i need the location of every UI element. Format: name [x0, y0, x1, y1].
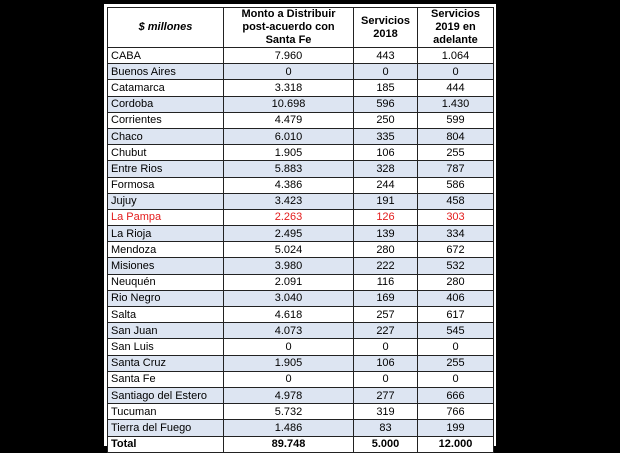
cell-provincia: Tucuman [108, 404, 224, 420]
cell-monto: 0 [224, 64, 354, 80]
table-row [108, 112, 494, 128]
header-monto: Monto a Distribuir post-acuerdo con Santa Fe [224, 8, 354, 48]
cell-monto: 1.905 [224, 145, 354, 161]
table-row [108, 420, 494, 436]
cell-provincia: Chubut [108, 145, 224, 161]
cell-servicios-2019: 1.430 [418, 96, 494, 112]
cell-monto: 0 [224, 339, 354, 355]
cell-provincia: Entre Rios [108, 161, 224, 177]
cell-servicios-2018: 335 [354, 128, 418, 144]
cell-servicios-2019: 672 [418, 242, 494, 258]
total-servicios-2018: 5.000 [354, 436, 418, 452]
cell-servicios-2018: 0 [354, 371, 418, 387]
cell-servicios-2019: 666 [418, 387, 494, 403]
header-row [108, 8, 494, 48]
table-row [108, 193, 494, 209]
table-row [108, 177, 494, 193]
cell-monto: 2.263 [224, 209, 354, 225]
table-row [108, 145, 494, 161]
table-row [108, 226, 494, 242]
cell-provincia: Santa Fe [108, 371, 224, 387]
cell-monto: 2.495 [224, 226, 354, 242]
table-row [108, 242, 494, 258]
cell-monto: 1.905 [224, 355, 354, 371]
cell-servicios-2018: 244 [354, 177, 418, 193]
cell-monto: 3.040 [224, 290, 354, 306]
cell-servicios-2019: 586 [418, 177, 494, 193]
cell-servicios-2019: 199 [418, 420, 494, 436]
cell-monto: 7.960 [224, 48, 354, 64]
cell-monto: 6.010 [224, 128, 354, 144]
cell-provincia: Cordoba [108, 96, 224, 112]
cell-servicios-2019: 255 [418, 355, 494, 371]
cell-provincia: Buenos Aires [108, 64, 224, 80]
cell-servicios-2018: 257 [354, 307, 418, 323]
cell-monto: 3.423 [224, 193, 354, 209]
total-servicios-2019: 12.000 [418, 436, 494, 452]
cell-provincia: La Pampa [108, 209, 224, 225]
table-row [108, 258, 494, 274]
table-row [108, 64, 494, 80]
cell-servicios-2018: 126 [354, 209, 418, 225]
cell-servicios-2018: 116 [354, 274, 418, 290]
cell-monto: 2.091 [224, 274, 354, 290]
cell-servicios-2019: 804 [418, 128, 494, 144]
cell-monto: 4.073 [224, 323, 354, 339]
header-servicios-2019: Servicios 2019 en adelante [418, 8, 494, 48]
cell-provincia: San Luis [108, 339, 224, 355]
cell-monto: 10.698 [224, 96, 354, 112]
cell-servicios-2019: 280 [418, 274, 494, 290]
cell-provincia: Catamarca [108, 80, 224, 96]
cell-servicios-2018: 319 [354, 404, 418, 420]
cell-servicios-2018: 328 [354, 161, 418, 177]
cell-servicios-2018: 139 [354, 226, 418, 242]
table-row [108, 128, 494, 144]
cell-provincia: Mendoza [108, 242, 224, 258]
cell-servicios-2019: 406 [418, 290, 494, 306]
cell-provincia: CABA [108, 48, 224, 64]
cell-servicios-2019: 0 [418, 371, 494, 387]
table-row [108, 274, 494, 290]
cell-provincia: Chaco [108, 128, 224, 144]
cell-provincia: Salta [108, 307, 224, 323]
cell-servicios-2018: 83 [354, 420, 418, 436]
cell-servicios-2019: 532 [418, 258, 494, 274]
table-row [108, 307, 494, 323]
cell-provincia: Tierra del Fuego [108, 420, 224, 436]
cell-servicios-2019: 0 [418, 339, 494, 355]
table-row [108, 339, 494, 355]
cell-monto: 4.479 [224, 112, 354, 128]
cell-provincia: Neuquén [108, 274, 224, 290]
cell-provincia: Misiones [108, 258, 224, 274]
cell-servicios-2018: 596 [354, 96, 418, 112]
cell-servicios-2018: 250 [354, 112, 418, 128]
table-row [108, 290, 494, 306]
spreadsheet-sheet [104, 4, 496, 451]
total-monto: 89.748 [224, 436, 354, 452]
cell-servicios-2019: 1.064 [418, 48, 494, 64]
cell-provincia: Santiago del Estero [108, 387, 224, 403]
cell-servicios-2019: 458 [418, 193, 494, 209]
header-unit: $ millones [108, 8, 224, 48]
cell-servicios-2019: 545 [418, 323, 494, 339]
cell-servicios-2019: 617 [418, 307, 494, 323]
cell-monto: 0 [224, 371, 354, 387]
cell-monto: 5.883 [224, 161, 354, 177]
table-row [108, 209, 494, 225]
cell-monto: 5.024 [224, 242, 354, 258]
cell-monto: 4.618 [224, 307, 354, 323]
cell-servicios-2018: 0 [354, 64, 418, 80]
cell-provincia: Formosa [108, 177, 224, 193]
cell-provincia: La Rioja [108, 226, 224, 242]
table-row [108, 371, 494, 387]
cell-servicios-2019: 303 [418, 209, 494, 225]
distribution-table [107, 7, 494, 453]
cell-servicios-2018: 185 [354, 80, 418, 96]
cell-provincia: Jujuy [108, 193, 224, 209]
cell-servicios-2019: 766 [418, 404, 494, 420]
cell-servicios-2019: 255 [418, 145, 494, 161]
cell-monto: 3.318 [224, 80, 354, 96]
table-body [108, 48, 494, 437]
cell-provincia: San Juan [108, 323, 224, 339]
cell-servicios-2019: 0 [418, 64, 494, 80]
cell-servicios-2018: 227 [354, 323, 418, 339]
cell-servicios-2018: 106 [354, 355, 418, 371]
cell-servicios-2018: 191 [354, 193, 418, 209]
total-label: Total [108, 436, 224, 452]
table-row [108, 387, 494, 403]
cell-provincia: Santa Cruz [108, 355, 224, 371]
cell-monto: 1.486 [224, 420, 354, 436]
cell-servicios-2019: 444 [418, 80, 494, 96]
table-row [108, 161, 494, 177]
cell-servicios-2018: 443 [354, 48, 418, 64]
cell-servicios-2018: 169 [354, 290, 418, 306]
cell-servicios-2018: 280 [354, 242, 418, 258]
cell-servicios-2018: 106 [354, 145, 418, 161]
cell-provincia: Rio Negro [108, 290, 224, 306]
table-row [108, 96, 494, 112]
cell-servicios-2019: 334 [418, 226, 494, 242]
cell-servicios-2018: 0 [354, 339, 418, 355]
cell-provincia: Corrientes [108, 112, 224, 128]
cell-servicios-2018: 277 [354, 387, 418, 403]
cell-monto: 4.386 [224, 177, 354, 193]
cell-servicios-2018: 222 [354, 258, 418, 274]
table-row [108, 48, 494, 64]
cell-monto: 4.978 [224, 387, 354, 403]
cell-monto: 5.732 [224, 404, 354, 420]
cell-servicios-2019: 599 [418, 112, 494, 128]
table-row [108, 323, 494, 339]
cell-servicios-2019: 787 [418, 161, 494, 177]
table-row [108, 404, 494, 420]
cell-monto: 3.980 [224, 258, 354, 274]
table-row [108, 355, 494, 371]
header-servicios-2018: Servicios 2018 [354, 8, 418, 48]
table-row [108, 80, 494, 96]
